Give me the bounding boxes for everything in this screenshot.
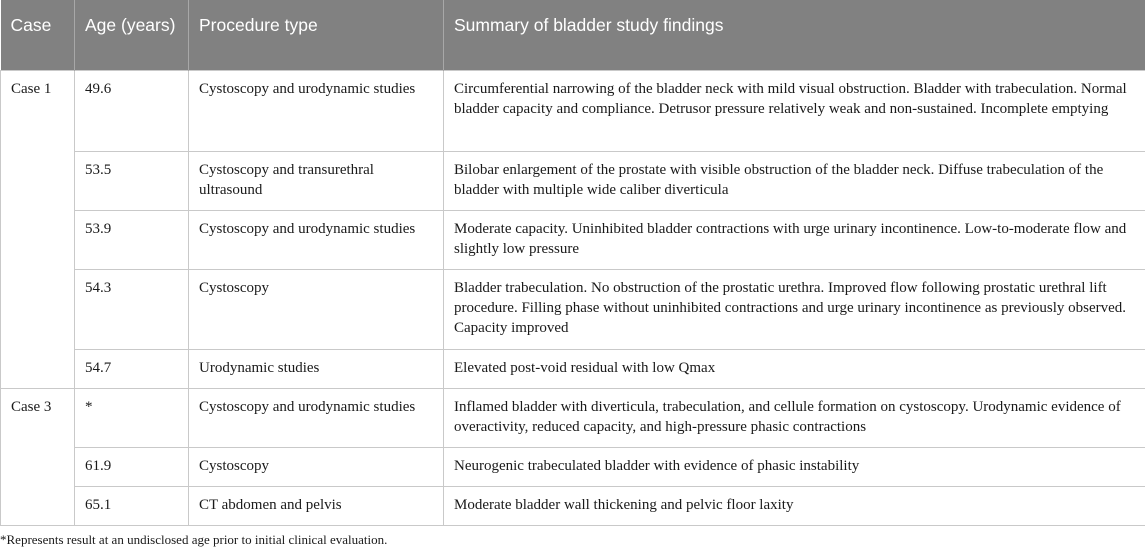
procedure-cell: Urodynamic studies [189, 349, 444, 388]
procedure-cell: Cystoscopy and urodynamic studies [189, 70, 444, 151]
summary-cell: Inflamed bladder with diverticula, trabeculation, and cellule formation on cystoscopy. Urodynamic evidence of overactivity, reduced capacity, and high-pressure phasic contractions [444, 388, 1145, 447]
procedure-cell: Cystoscopy and urodynamic studies [189, 388, 444, 447]
procedure-cell: Cystoscopy [189, 269, 444, 349]
age-cell: 61.9 [75, 447, 189, 486]
table-row [1, 151, 1145, 210]
header-row [1, 0, 1145, 70]
procedure-cell: Cystoscopy and transurethral ultrasound [189, 151, 444, 210]
table-row [1, 349, 1145, 388]
age-cell: 49.6 [75, 70, 189, 151]
summary-cell: Moderate bladder wall thickening and pelvic floor laxity [444, 486, 1145, 525]
header-case: Case [1, 0, 75, 70]
age-cell: 65.1 [75, 486, 189, 525]
procedure-cell: CT abdomen and pelvis [189, 486, 444, 525]
age-cell: 54.7 [75, 349, 189, 388]
case-label: Case 3 [1, 388, 75, 525]
summary-cell: Circumferential narrowing of the bladder neck with mild visual obstruction. Bladder with trabeculation. Normal bladder capacity and compliance. Detrusor pressure relatively weak and non-sustained. Incomplete emptying [444, 70, 1145, 151]
table-row [1, 447, 1145, 486]
table-row [1, 70, 1145, 151]
table-row [1, 388, 1145, 447]
table-row [1, 210, 1145, 269]
table-row [1, 269, 1145, 349]
summary-cell: Moderate capacity. Uninhibited bladder contractions with urge urinary incontinence. Low-to-moderate flow and slightly low pressure [444, 210, 1145, 269]
table-row [1, 486, 1145, 525]
header-procedure: Procedure type [189, 0, 444, 70]
age-cell: 53.5 [75, 151, 189, 210]
age-cell: 53.9 [75, 210, 189, 269]
header-summary: Summary of bladder study findings [444, 0, 1145, 70]
summary-cell: Neurogenic trabeculated bladder with evidence of phasic instability [444, 447, 1145, 486]
summary-cell: Bilobar enlargement of the prostate with visible obstruction of the bladder neck. Diffuse trabeculation of the bladder with multiple wide caliber diverticula [444, 151, 1145, 210]
age-cell: 54.3 [75, 269, 189, 349]
table-footnote: *Represents result at an undisclosed age prior to initial clinical evaluation. [0, 532, 388, 547]
procedure-cell: Cystoscopy and urodynamic studies [189, 210, 444, 269]
summary-cell: Elevated post-void residual with low Qmax [444, 349, 1145, 388]
case-label: Case 1 [1, 70, 75, 388]
procedure-cell: Cystoscopy [189, 447, 444, 486]
summary-cell: Bladder trabeculation. No obstruction of the prostatic urethra. Improved flow following prostatic urethral lift procedure. Filling phase without uninhibited contractions and urge urinary incontinence as previously observed. Capacity improved [444, 269, 1145, 349]
header-age: Age (years) [75, 0, 189, 70]
age-cell: * [75, 388, 189, 447]
